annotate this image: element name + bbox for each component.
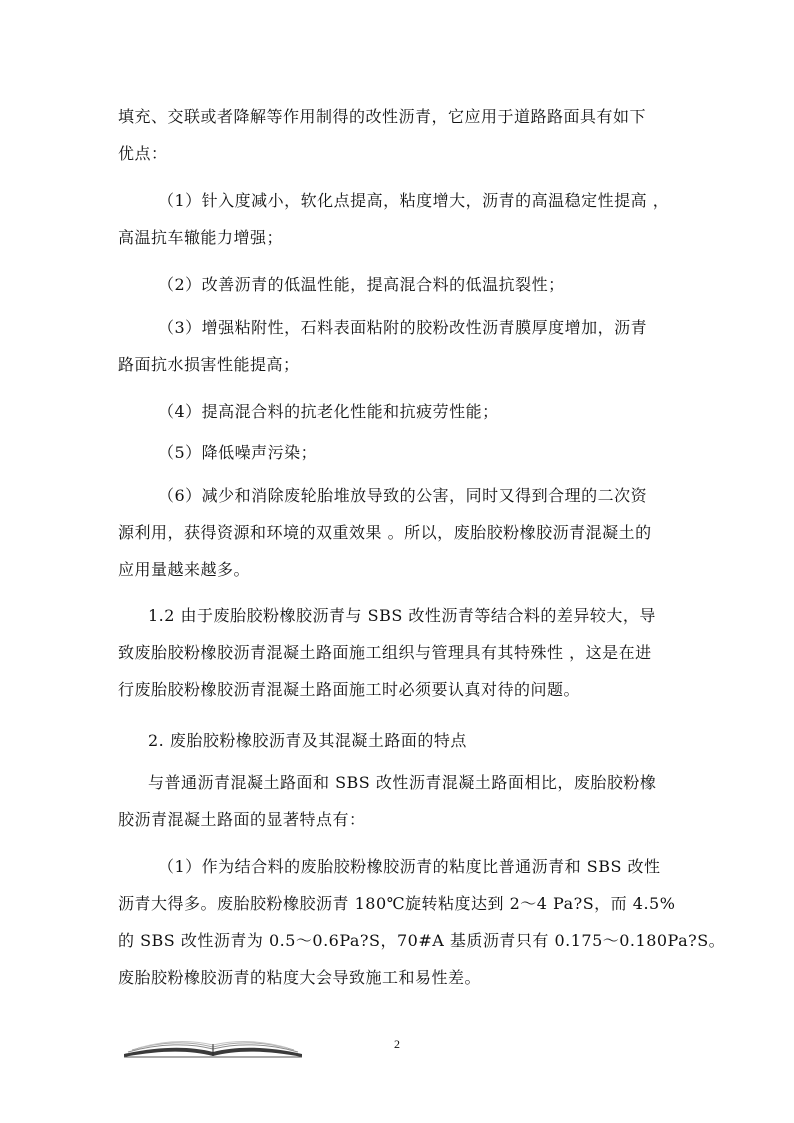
text-line: 路面抗水损害性能提高； — [118, 355, 300, 374]
text-line: 致废胎胶粉橡胶沥青混凝土路面施工组织与管理具有其特殊性 ，这是在进 — [118, 643, 652, 662]
text-line: 填充、交联或者降解等作用制得的改性沥青，它应用于道路路面具有如下 — [118, 107, 647, 126]
open-book-icon — [120, 1032, 306, 1060]
text-line: 优点： — [118, 144, 168, 163]
text-line: （1）针入度减小，软化点提高，粘度增大，沥青的高温稳定性提高 ， — [158, 191, 670, 210]
text-line: （5）降低噪声污染； — [158, 443, 318, 462]
text-line: 胶沥青混凝土路面的显著特点有： — [118, 810, 366, 829]
paragraph-advantage-6 — [118, 477, 678, 588]
text-line: 沥青大得多。废胎胶粉橡胶沥青 180℃旋转粘度达到 2～4 Pa?S，而 4.5% — [118, 894, 676, 913]
paragraph-section-2-intro — [118, 764, 678, 838]
text-line: （3）增强粘附性，石料表面粘附的胶粉改性沥青膜厚度增加，沥青 — [158, 318, 648, 337]
paragraph-feature-1 — [118, 848, 726, 996]
text-line: （2）改善沥青的低温性能，提高混合料的低温抗裂性； — [158, 275, 565, 294]
text-line: （6）减少和消除废轮胎堆放导致的公害，同时又得到合理的二次资 — [158, 486, 648, 505]
text-line: （1）作为结合料的废胎胶粉橡胶沥青的粘度比普通沥青和 SBS 改性 — [158, 857, 661, 876]
text-line: 高温抗车辙能力增强； — [118, 228, 284, 247]
paragraph-advantage-5 — [118, 434, 678, 471]
text-line: 的 SBS 改性沥青为 0.5～0.6Pa?S，70#A 基质沥青只有 0.175～0.180Pa?S。 — [118, 931, 726, 950]
text-line: 2. 废胎胶粉橡胶沥青及其混凝土路面的特点 — [148, 731, 467, 750]
paragraph-section-1-2 — [118, 597, 678, 708]
paragraph-intro-continuation — [118, 98, 678, 172]
paragraph-advantage-2 — [118, 266, 678, 303]
text-line: 废胎胶粉橡胶沥青的粘度大会导致施工和易性差。 — [118, 968, 482, 987]
paragraph-advantage-4 — [118, 393, 678, 430]
text-line: 与普通沥青混凝土路面和 SBS 改性沥青混凝土路面相比，废胎胶粉橡 — [148, 773, 657, 792]
text-line: 行废胎胶粉橡胶沥青混凝土路面施工时必须要认真对待的问题。 — [118, 680, 581, 699]
section-2-heading — [118, 722, 678, 759]
paragraph-advantage-3 — [118, 309, 678, 383]
text-line: 应用量越来越多。 — [118, 560, 251, 579]
paragraph-advantage-1 — [118, 182, 678, 256]
text-line: （4）提高混合料的抗老化性能和抗疲劳性能； — [158, 402, 499, 421]
text-line: 源利用，获得资源和环境的双重效果 。所以，废胎胶粉橡胶沥青混凝土的 — [118, 523, 652, 542]
text-line: 1.2 由于废胎胶粉橡胶沥青与 SBS 改性沥青等结合料的差异较大，导 — [148, 606, 656, 625]
page-number: 2 — [394, 1037, 400, 1051]
